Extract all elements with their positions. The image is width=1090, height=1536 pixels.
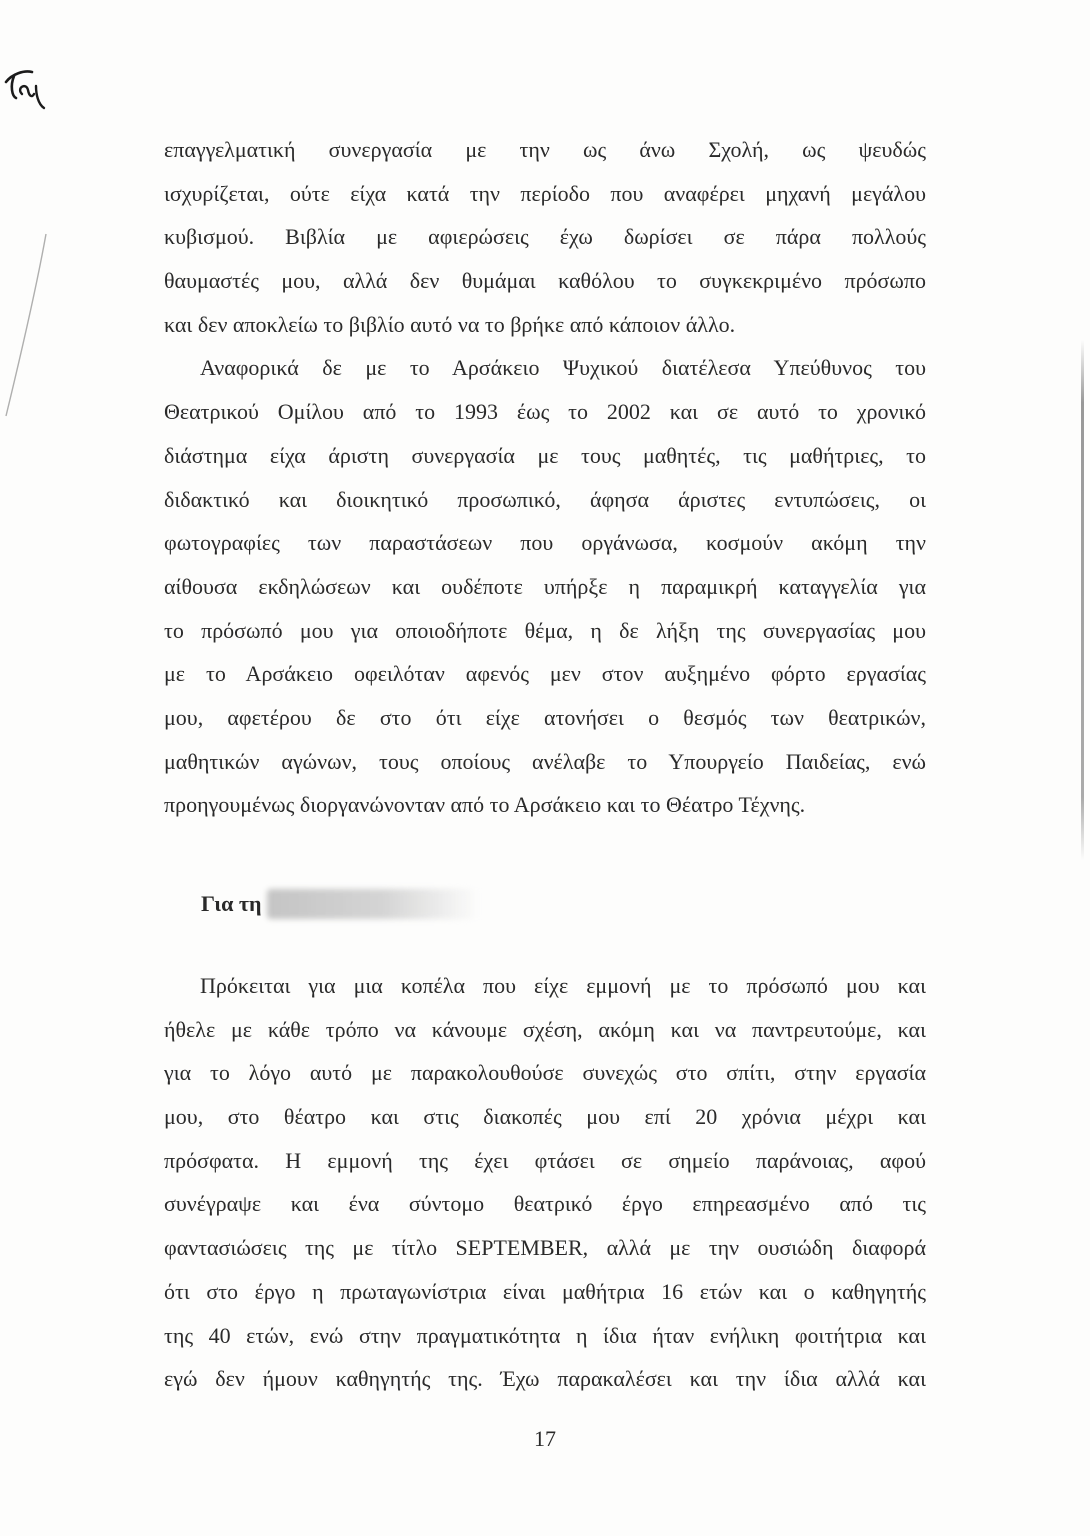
text-line: εγώ δεν ήμουν καθηγητής της. Έχω παρακαλέσει και την ίδια αλλά και <box>164 1366 926 1392</box>
text-line: συνέγραψε και ένα σύντομο θεατρικό έργο επηρεασμένο από τις <box>164 1191 926 1217</box>
text-line: με το Αρσάκειο οφειλόταν αφενός μεν στον αυξημένο φόρτο εργασίας <box>164 661 926 687</box>
text-line: Θεατρικού Ομίλου από το 1993 έως το 2002 και σε αυτό το χρονικό <box>164 399 926 425</box>
text-line: μου, στο θέατρο και στις διακοπές μου επί 20 χρόνια μέχρι και <box>164 1104 926 1130</box>
text-line: αίθουσα εκδηλώσεων και ουδέποτε υπήρξε η παραμικρή καταγγελία για <box>164 573 926 599</box>
text-line: μαθητικών αγώνων, τους οποίους ανέλαβε το Υπουργείο Παιδείας, ενώ <box>164 748 926 774</box>
text-line: ήθελε με κάθε τρόπο να κάνουμε σχέση, ακόμη και να παντρευτούμε, και <box>164 1016 926 1042</box>
text-line: επαγγελματική συνεργασία με την ως άνω Σχολή, ως ψευδώς <box>164 137 926 162</box>
margin-pencil-stroke <box>0 230 60 420</box>
text-line: πρόσφατα. Η εμμονή της έχει φτάσει σε σημείο παράνοιας, αφού <box>164 1147 926 1173</box>
section-heading-text: Για τη <box>201 891 262 916</box>
text-line: μου, αφετέρου δε στο ότι είχε ατονήσει ο θεσμός των θεατρικών, <box>164 704 926 730</box>
text-line: της 40 ετών, ενώ στην πραγματικότητα η ίδια ήταν ενήλικη φοιτήτρια και <box>164 1322 926 1348</box>
text-line: φαντασιώσεις της με τίτλο SEPTEMBER, αλλά με την ουσιώδη διαφορά <box>164 1235 926 1261</box>
text-line: ότι στο έργο η πρωταγωνίστρια είναι μαθήτρια 16 ετών και ο καθηγητής <box>164 1278 926 1304</box>
handwritten-mark <box>2 64 48 114</box>
text-line: διδακτικό και διοικητικό προσωπικό, άφησα άριστες εντυπώσεις, οι <box>164 486 926 512</box>
text-line: προηγουμένως διοργανώνονταν από το Αρσάκειο και το Θέατρο Τέχνης. <box>164 792 806 818</box>
text-line: ισχυρίζεται, ούτε είχα κατά την περίοδο που αναφέρει μηχανή μεγάλου <box>164 180 926 206</box>
text-line: φωτογραφίες των παραστάσεων που οργάνωσα, κοσμούν ακόμη την <box>164 530 926 556</box>
redacted-name-blur <box>267 889 479 919</box>
text-line: και δεν αποκλείω το βιβλίο αυτό να το βρήκε από κάποιον άλλο. <box>164 311 736 337</box>
text-line: θαυμαστές μου, αλλά δεν θυμάμαι καθόλου το συγκεκριμένο πρόσωπο <box>164 268 926 294</box>
right-margin-scan-shadow <box>1081 340 1084 860</box>
text-line: κυβισμού. Βιβλία με αφιερώσεις έχω δωρίσει σε πάρα πολλούς <box>164 224 926 250</box>
section-heading <box>201 884 479 924</box>
body-text-block-2 <box>164 964 926 1401</box>
text-line: διάστημα είχα άριστη συνεργασία με τους μαθητές, τις μαθήτριες, το <box>164 442 926 468</box>
text-line: Αναφορικά δε με το Αρσάκειο Ψυχικού διατέλεσα Υπεύθυνος του <box>200 355 926 381</box>
page-number: 17 <box>534 1426 556 1451</box>
text-line: το πρόσωπό μου για οποιοδήποτε θέμα, η δε λήξη της συνεργασίας μου <box>164 617 926 643</box>
body-text-block-1 <box>164 128 926 827</box>
text-line: για το λόγο αυτό με παρακολουθούσε συνεχώς στο σπίτι, στην εργασία <box>164 1060 926 1086</box>
text-line: Πρόκειται για μια κοπέλα που είχε εμμονή με το πρόσωπό μου και <box>200 973 926 998</box>
